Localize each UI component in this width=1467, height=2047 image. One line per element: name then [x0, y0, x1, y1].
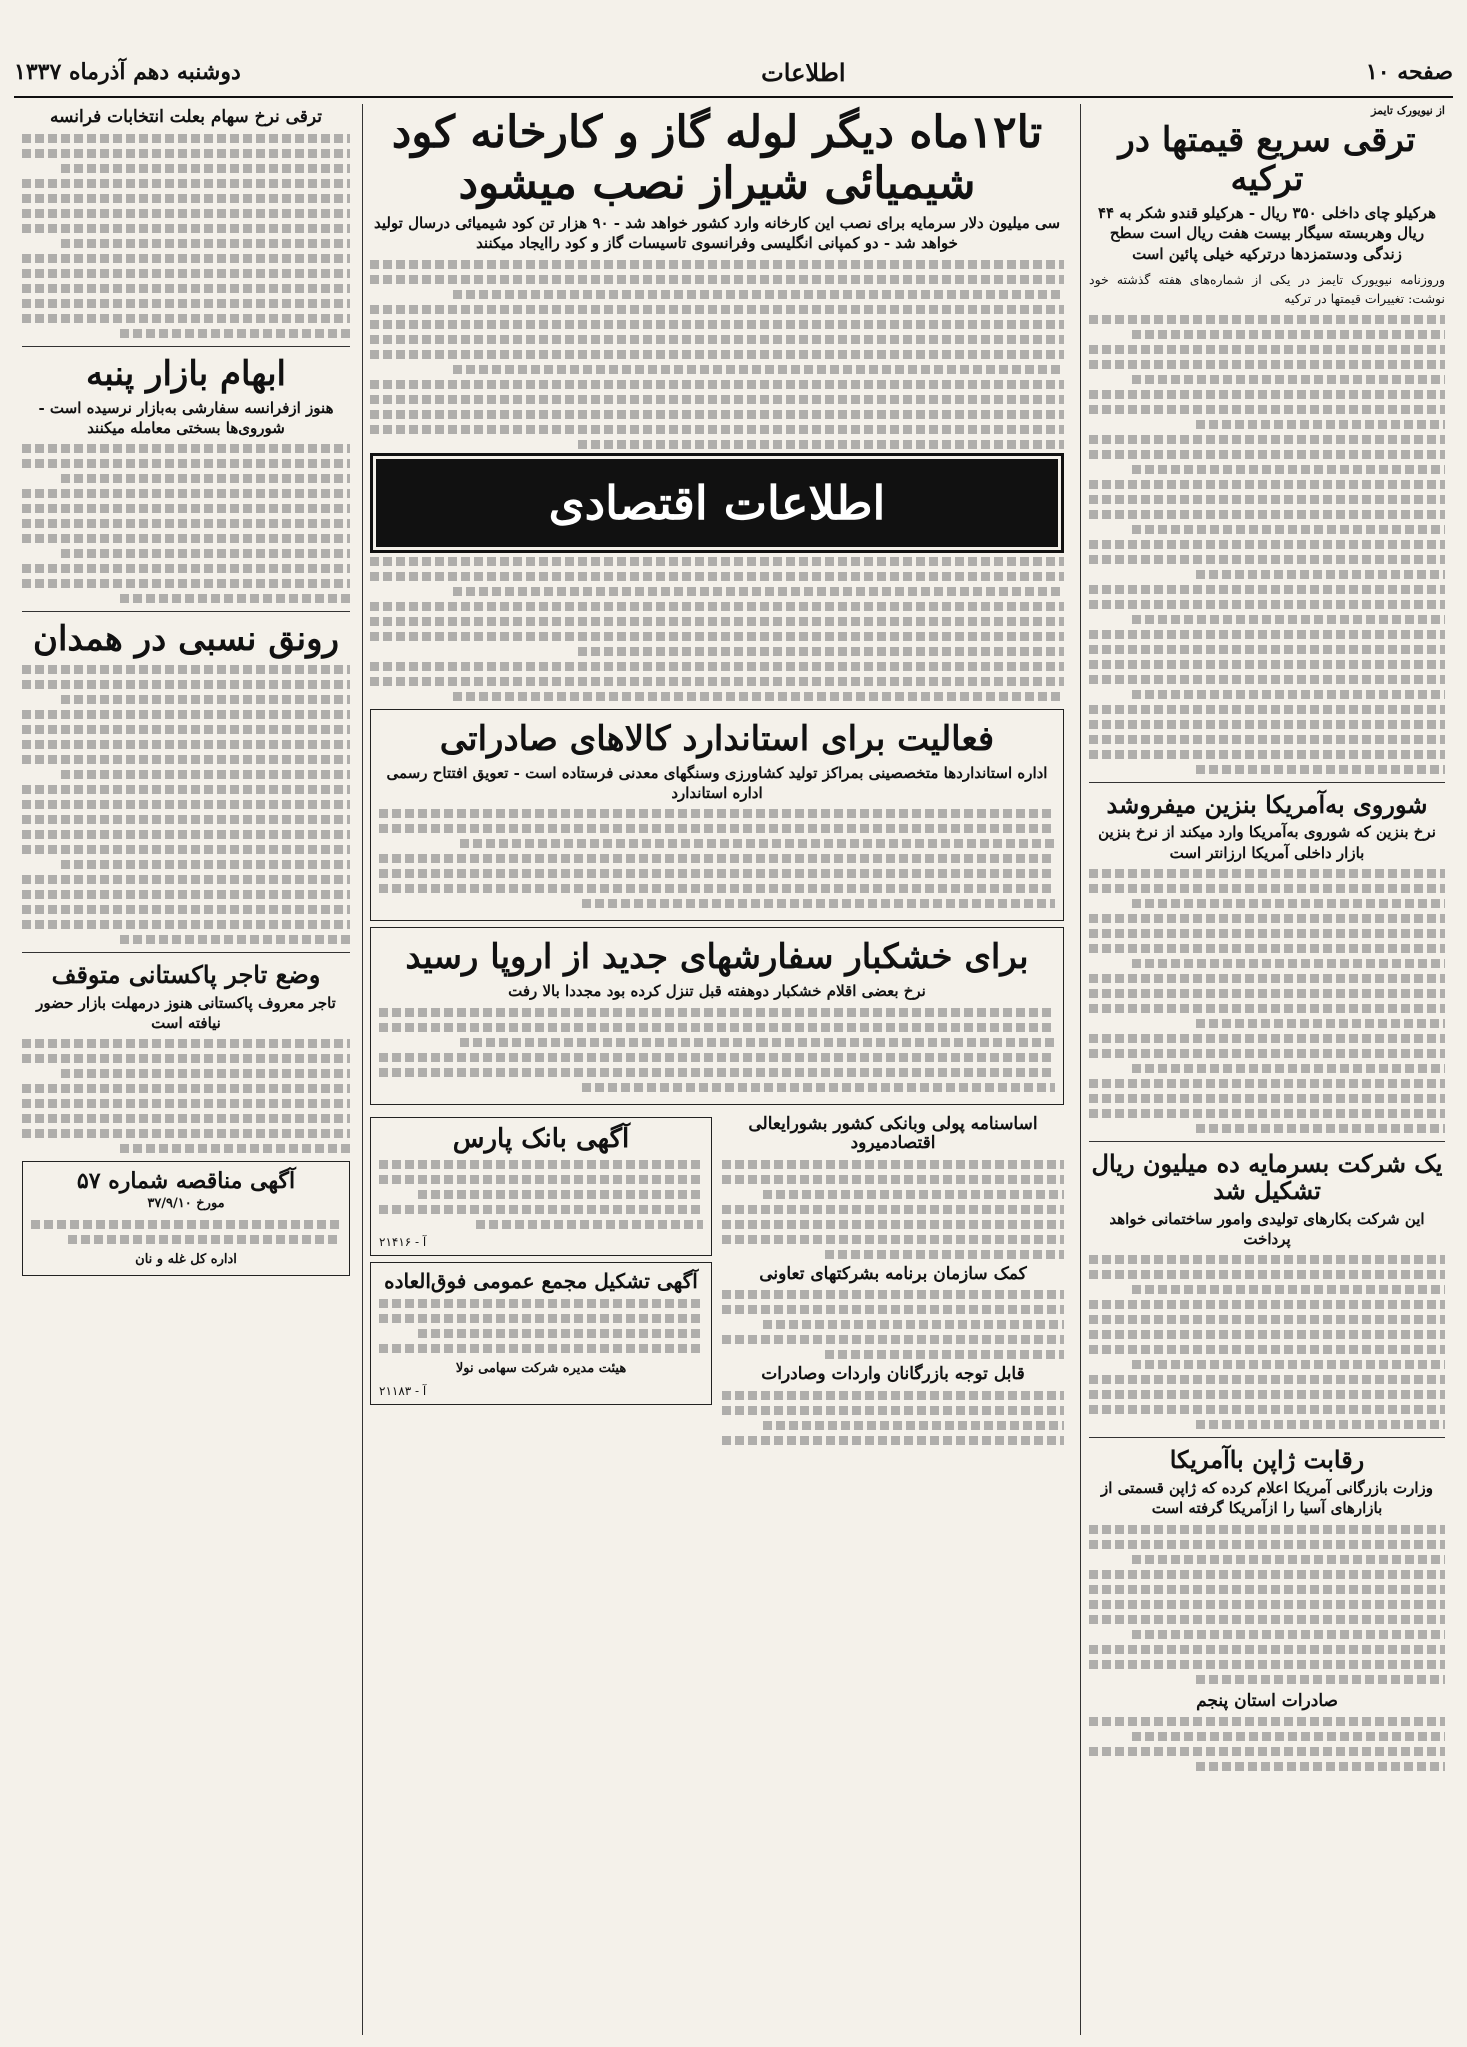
japan-rivalry-body	[1089, 1525, 1445, 1684]
column-left	[14, 104, 358, 2035]
hamedan-headline: رونق نسبی در همدان	[33, 619, 339, 660]
turkey-prices-lead: وروزنامه نیویورک تایمز در یکی از شماره‌های هفته گذشته خود نوشت: تغییرات قیمتها در ترکیه	[1089, 271, 1445, 307]
cooperative-aid-headline: کمک سازمان برنامه بشرکتهای تعاونی	[759, 1263, 1027, 1284]
stock-rise-headline: ترقی نرخ سهام بعلت انتخابات فرانسه	[49, 107, 323, 127]
traders-notice-headline: قابل توجه بازرگانان واردات وصادرات	[761, 1364, 1025, 1385]
dried-fruit-article	[370, 927, 1064, 1104]
assembly-notice-ad	[370, 1262, 712, 1406]
column-rule	[362, 104, 363, 2035]
column-right	[1081, 104, 1453, 2035]
shiraz-gas-subhead: سی میلیون دلار سرمایه برای نصب این کارخانه وارد کشور خواهد شد - ۹۰ هزار تن کود شیمیائی درسال تولید خواهد شد - دو کمپانی انگلیسی وفرانسوی تاسیسات گاز و کود راایجاد میکنند	[373, 214, 1061, 253]
shiraz-gas-body-continued	[370, 557, 1064, 701]
hamedan-body	[22, 665, 350, 944]
dried-fruit-headline: برای خشکبار سفارشهای جدید از اروپا رسید	[405, 937, 1029, 978]
cotton-market-body	[22, 444, 350, 603]
province-exports-body	[1089, 1717, 1445, 1771]
tender-ad-date: مورخ ۳۷/۹/۱۰	[147, 1196, 225, 1212]
tender-ad-signature: اداره کل غله و نان	[135, 1251, 237, 1267]
source-label: از نیویورک تایمز	[1371, 104, 1445, 117]
new-company-body	[1089, 1255, 1445, 1429]
economic-news-banner: اطلاعات اقتصادی	[376, 459, 1058, 547]
column-rule	[1080, 104, 1081, 2035]
shiraz-gas-body	[370, 260, 1064, 449]
monetary-law-headline: اساسنامه پولی وبانکی کشور بشورایعالی اقتصادمیرود	[748, 1113, 1038, 1154]
pakistani-trader-subhead: تاجر معروف پاکستانی هنوز درمهلت بازار حضور نیافته است	[36, 993, 336, 1033]
cotton-market-headline: ابهام بازار پنبه	[86, 353, 286, 394]
assembly-notice-signature: هیئت مدیره شرکت سهامی نولا	[455, 1360, 627, 1376]
japan-rivalry-headline: رقابت ژاپن باآمریکا	[1169, 1445, 1365, 1475]
bank-pars-ad	[370, 1117, 712, 1256]
standards-headline: فعالیت برای استاندارد کالاهای صادراتی	[439, 718, 995, 759]
province-exports-title: صادرات استان پنجم	[1196, 1690, 1338, 1711]
cotton-market-subhead: هنوز ازفرانسه سفارشی به‌بازار نرسیده است - شوروی‌ها بسختی معامله میکنند	[38, 398, 334, 437]
page-header	[14, 52, 1453, 92]
issue-date: دوشنبه دهم آذرماه ۱۳۳۷	[14, 59, 241, 85]
soviet-gasoline-subhead: نرخ بنزین که شوروی به‌آمریکا وارد میکند از نرخ بنزین بازار داخلی آمریکا ارزانتر است	[1098, 823, 1436, 862]
dried-fruit-subhead: نرخ بعضی اقلام خشکبار دوهفته قبل تنزل کرده بود مجددا بالا رفت	[508, 982, 926, 1001]
bank-pars-ad-ref: ۲۱۴۱۶ - آ	[379, 1234, 427, 1249]
column-main	[362, 104, 1072, 2035]
stock-rise-body	[22, 134, 350, 338]
japan-rivalry-subhead: وزارت بازرگانی آمریکا اعلام کرده که ژاپن قسمتی از بازارهای آسیا را ازآمریکا گرفته است	[1100, 1479, 1434, 1518]
bank-pars-ad-title: آگهی بانک پارس	[452, 1123, 630, 1154]
assembly-notice-title: آگهی تشکیل مجمع عمومی فوق‌العاده	[384, 1268, 698, 1293]
ads-column	[370, 1111, 712, 1451]
new-company-headline: یک شرکت بسرمایه ده میلیون ریال تشکیل شد	[1091, 1148, 1443, 1206]
standards-subhead: اداره استانداردها متخصصینی بمراکز تولید کشاورزی وسنگهای معدنی فرستاده است - تعویق افتتاح رسمی اداره استاندارد	[386, 763, 1048, 803]
header-rule	[14, 96, 1453, 98]
pakistani-trader-body	[22, 1039, 350, 1153]
soviet-gasoline-headline: شوروی به‌آمریکا بنزین میفروشد	[1106, 789, 1428, 819]
pakistani-trader-headline: وضع تاجر پاکستانی متوقف	[51, 960, 321, 990]
lower-main-split	[370, 1111, 1064, 1451]
turkey-prices-headline: ترقی سریع قیمتها در ترکیه	[1118, 120, 1416, 200]
new-company-subhead: این شرکت بکارهای تولیدی وامور ساختمانی خواهد پرداخت	[1109, 1209, 1425, 1249]
standards-article	[370, 709, 1064, 922]
soviet-gasoline-body	[1089, 869, 1445, 1133]
tender-ad-title: آگهی مناقصه شماره ۵۷	[76, 1168, 296, 1195]
assembly-notice-ref: ۲۱۱۸۳ - آ	[379, 1384, 427, 1399]
turkey-prices-body	[1089, 315, 1445, 774]
bank-and-coop-column	[722, 1111, 1064, 1451]
turkey-prices-subhead: هرکیلو چای داخلی ۳۵۰ ریال - هرکیلو قندو شکر به ۴۴ ریال وهربسته سیگار بیست هفت ریال است سطح زندگی ودستمزدها درترکیه خیلی پائین است	[1097, 204, 1437, 263]
shiraz-gas-headline: تا۱۲ماه دیگر لوله گاز و کارخانه کود شیمیائی شیراز نصب میشود	[391, 107, 1043, 209]
page-number: صفحه ۱۰	[1365, 59, 1453, 85]
masthead-title: اطلاعات	[761, 57, 846, 87]
tender-ad	[22, 1161, 350, 1276]
